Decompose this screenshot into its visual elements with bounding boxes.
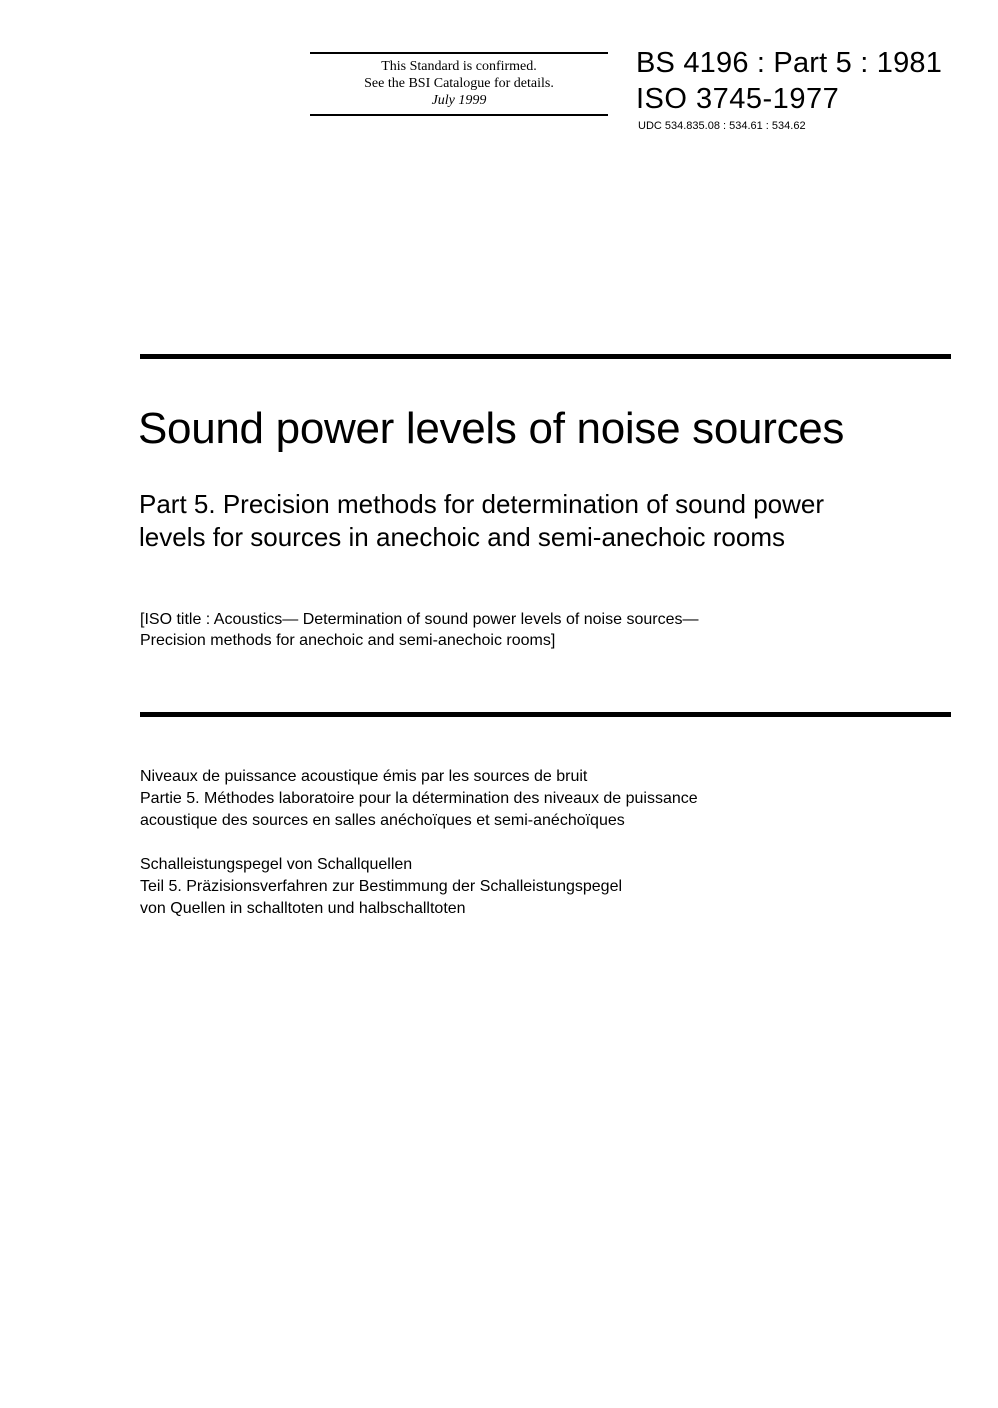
german-title-line-3: von Quellen in schalltoten und halbschalltoten: [140, 900, 466, 917]
french-title: [140, 766, 698, 832]
subtitle: [139, 488, 939, 554]
french-title-line-3: acoustique des sources en salles anéchoïques et semi-anéchoïques: [140, 812, 625, 829]
iso-title: [140, 609, 698, 651]
standard-number: BS 4196 : Part 5 : 1981: [636, 47, 943, 79]
subtitle-line-1: Part 5. Precision methods for determination of sound power: [139, 489, 825, 519]
stamp-date: July 1999: [431, 93, 487, 108]
german-title-line-2: Teil 5. Präzisionsverfahren zur Bestimmung der Schalleistungspegel: [140, 878, 623, 895]
stamp-line-1: This Standard is confirmed.: [381, 59, 537, 74]
top-divider: [140, 354, 951, 359]
udc-code: UDC 534.835.08 : 534.61 : 534.62: [638, 120, 806, 132]
german-title-line-1: Schalleistungspegel von Schallquellen: [140, 856, 413, 873]
stamp-line-2: See the BSI Catalogue for details.: [364, 76, 554, 91]
iso-title-line-1: [ISO title : Acoustics— Determination of sound power levels of noise sources—: [140, 611, 699, 628]
iso-number: ISO 3745-1977: [636, 83, 840, 115]
page-title: Sound power levels of noise sources: [138, 404, 845, 453]
subtitle-line-2: levels for sources in anechoic and semi-anechoic rooms: [139, 522, 785, 552]
french-title-line-1: Niveaux de puissance acoustique émis par les sources de bruit: [140, 768, 588, 785]
bottom-divider: [140, 712, 951, 717]
french-title-line-2: Partie 5. Méthodes laboratoire pour la détermination des niveaux de puissance: [140, 790, 698, 807]
german-title: [140, 854, 622, 920]
iso-title-line-2: Precision methods for anechoic and semi-anechoic rooms]: [140, 632, 556, 649]
confirmation-stamp: [310, 52, 608, 116]
